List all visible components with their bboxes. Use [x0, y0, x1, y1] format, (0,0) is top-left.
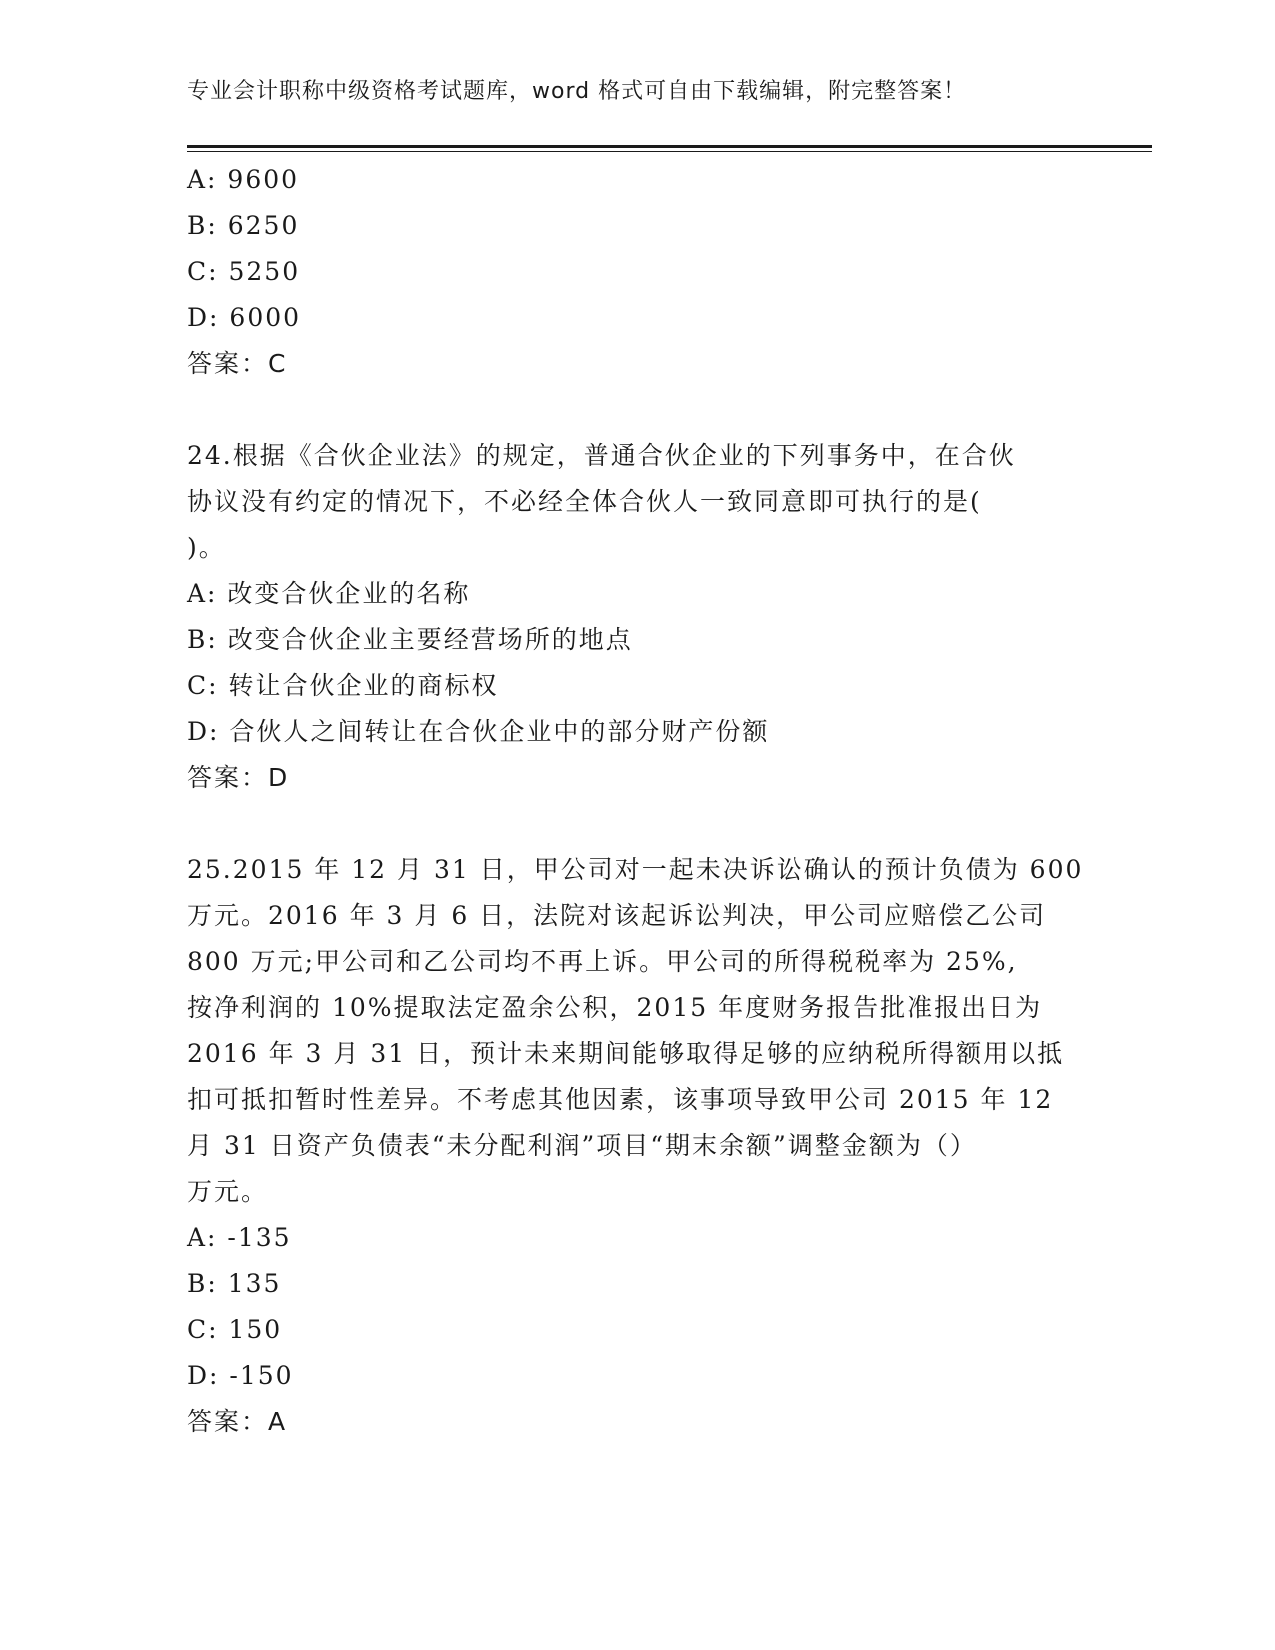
spacer — [187, 387, 1087, 433]
question-stem-line: )。 — [187, 533, 226, 562]
option-c: C: 150 — [187, 1315, 283, 1344]
answer: 答案：A — [187, 1407, 288, 1436]
page-header: 专业会计职称中级资格考试题库，word 格式可自由下载编辑，附完整答案！ — [187, 79, 967, 104]
question-stem-line: 2016 年 3 月 31 日，预计未来期间能够取得足够的应纳税所得额用以抵 — [187, 1039, 1065, 1068]
option-a: A: 9600 — [187, 165, 300, 194]
prev-question — [187, 157, 1087, 387]
option-a: A: -135 — [187, 1223, 292, 1252]
option-d: D: 6000 — [187, 303, 302, 332]
answer: 答案：C — [187, 349, 288, 378]
question-stem-line: 月 31 日资产负债表“未分配利润”项目“期末余额”调整金额为（） — [187, 1131, 977, 1160]
question-stem-line: 800 万元;甲公司和乙公司均不再上诉。甲公司的所得税税率为 25%, — [187, 947, 1018, 976]
spacer — [187, 801, 1087, 847]
question-stem-line: 协议没有约定的情况下，不必经全体合伙人一致同意即可执行的是( — [187, 487, 982, 516]
option-b: B: 135 — [187, 1269, 282, 1298]
question-stem-line: 按净利润的 10%提取法定盈余公积，2015 年度财务报告批准报出日为 — [187, 993, 1043, 1022]
question-stem-line: 24.根据《合伙企业法》的规定，普通合伙企业的下列事务中，在合伙 — [187, 441, 1016, 470]
answer: 答案：D — [187, 763, 290, 792]
option-c: C: 转让合伙企业的商标权 — [187, 671, 499, 700]
question-25 — [187, 847, 1087, 1445]
option-d: D: 合伙人之间转让在合伙企业中的部分财产份额 — [187, 717, 770, 746]
option-a: A: 改变合伙企业的名称 — [187, 579, 471, 608]
question-stem-line: 万元。2016 年 3 月 6 日，法院对该起诉讼判决，甲公司应赔偿乙公司 — [187, 901, 1047, 930]
question-stem-line: 扣可抵扣暂时性差异。不考虑其他因素，该事项导致甲公司 2015 年 12 — [187, 1085, 1054, 1114]
header-rule — [187, 145, 1152, 148]
question-stem-line: 万元。 — [187, 1177, 269, 1206]
question-24 — [187, 433, 1087, 801]
option-c: C: 5250 — [187, 257, 301, 286]
option-b: B: 6250 — [187, 211, 300, 240]
option-b: B: 改变合伙企业主要经营场所的地点 — [187, 625, 633, 654]
header-rule-thin — [187, 151, 1152, 152]
question-stem-line: 25.2015 年 12 月 31 日，甲公司对一起未决诉讼确认的预计负债为 600 — [187, 855, 1084, 884]
question-content — [187, 157, 1087, 1445]
option-d: D: -150 — [187, 1361, 294, 1390]
